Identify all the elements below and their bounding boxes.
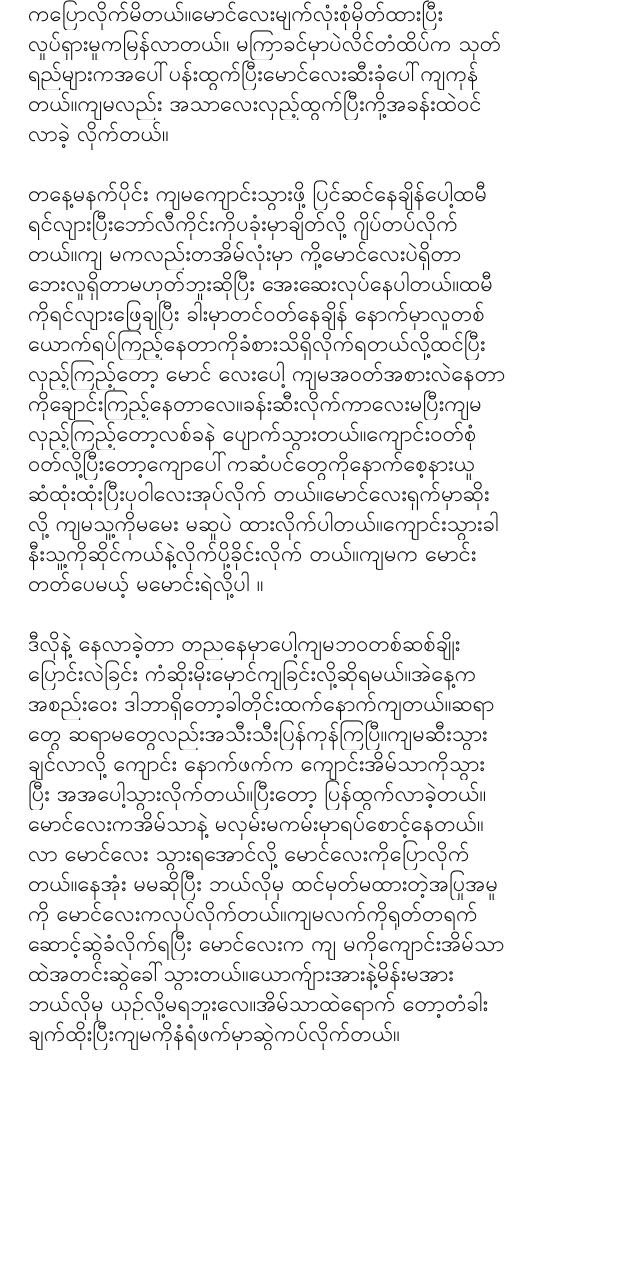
text-line: နီးသူ့ကိုဆိုင်ကယ်နဲ့လိုက်ပို့ခိုင်းလိုက် တယ်။ကျမက မောင်း xyxy=(28,542,477,567)
text-line: ထဲအတင်းဆွဲခေါ်သွားတယ်။ယောက်ျားအားနဲ့မိန်းမအား xyxy=(28,962,454,987)
paragraph-1 xyxy=(28,0,619,150)
paragraph-3 xyxy=(28,630,619,1050)
text-line: မောင်လေးကအိမ်သာနဲ့ မလှမ်းမကမ်းမှာရပ်စောင့်နေတယ်။ xyxy=(28,812,484,837)
text-line: လာခဲ့ လိုက်တယ်။ xyxy=(28,122,169,147)
paragraph-gap xyxy=(28,600,619,630)
text-line: လို့ ကျမသူ့ကိုမမေး မဆူပဲ ထားလိုက်ပါတယ်။ကျောင်းသွားခါ xyxy=(28,512,499,537)
text-line: အစည်းဝေး ဒါဘာရှိတော့ခါတိုင်းထက်နောက်ကျတယ်။ဆရာ xyxy=(28,692,495,717)
text-line: တယ်။ကျမလည်း အသာလေးလှည့်ထွက်ပြီးကို့အခန်းထဲဝင် xyxy=(28,92,482,117)
text-line: ရင်လျားပြီးဘော်လီကိုင်းကိုပခုံးမှာချိတ်လို့ ဂျိပ်တပ်လိုက် xyxy=(28,212,458,237)
text-line: ကို မောင်လေးကလုပ်လိုက်တယ်။ကျမလက်ကိုရုတ်တရက် xyxy=(28,902,478,927)
text-line: ပြောင်းလဲခြင်း ကံဆိုးမိုးမှောင်ကျခြင်းလို့ဆိုရမယ်။အဲနေ့က xyxy=(28,662,477,687)
text-line: ယောက်ရပ်ကြည့်နေတာကိုခံစားသိရှိလိုက်ရတယ်လို့ထင်ပြီး xyxy=(28,332,486,357)
text-line: လာ မောင်လေး သွားရအောင်လို့ မောင်လေးကိုပြောလိုက် xyxy=(28,842,470,867)
text-line: ဘယ်လိုမှ ယှဉ်လို့မရဘူးလေ။အိမ်သာထဲရောက် တော့တံခါး xyxy=(28,992,489,1017)
text-line: လှည့်ကြည့်တော့လစ်ခနဲ ပျောက်သွားတယ်။ကျောင်းဝတ်စုံ xyxy=(28,422,477,447)
paragraph-2 xyxy=(28,180,619,600)
text-line: ပြီး အအပေါ့သွားလိုက်တယ်။ပြီးတော့ ပြန်ထွက်လာခဲ့တယ်။ xyxy=(28,782,487,807)
text-line: တယ်။ကျ မကလည်းတအိမ်လုံးမှာ ကို့မောင်လေးပဲရှိတာ xyxy=(28,242,462,267)
text-line: လှုပ်ရှားမှုကမြန်လာတယ်။ မကြာခင်မှာပဲလိင်တံထိပ်က သုတ် xyxy=(28,32,502,57)
text-line: လှည့်ကြည့်တော့ မောင် လေးပေါ့ ကျမအဝတ်အစားလဲနေတာ xyxy=(28,362,506,387)
text-line: ဘေးလူရှိတာမဟုတ်ဘူးဆိုပြီး အေးဆေးလုပ်နေပါတယ်။ထမီ xyxy=(28,272,493,297)
text-line: ကိုချောင်းကြည့်နေတာလေ။ခန်းဆီးလိုက်ကာလေးမပြီးကျမ xyxy=(28,392,482,417)
text-line: ချင်လာလို့ ကျောင်း နောက်ဖက်က ကျောင်းအိမ်သာကိုသွား xyxy=(28,752,485,777)
text-line: တတ်ပေမယ့် မမောင်းရဲလို့ပါ ။ xyxy=(28,572,264,597)
text-line: ဝတ်လို့ပြီးတော့ကျောပေါ်ကဆံပင်တွေကိုနောက်စေ့နားယူ xyxy=(28,452,476,477)
paragraph-gap xyxy=(28,150,619,180)
text-line: တွေ ဆရာမတွေလည်းအသီးသီးပြန်ကုန်ကြပြီ။ကျမဆီးသွား xyxy=(28,722,488,747)
text-line: တနေ့မနက်ပိုင်း ကျမကျောင်းသွားဖို့ ပြင်ဆင်နေချိန်ပေါ့ထမီ xyxy=(28,182,488,207)
text-line: ရည်များကအပေါ်ပန်းထွက်ပြီးမောင်လေးဆီးခုံပေါ်ကျကုန် xyxy=(28,62,479,87)
text-line: ချက်ထိုးပြီးကျမကိုနံရံဖက်မှာဆွဲကပ်လိုက်တယ်။ xyxy=(28,1022,400,1047)
text-line: ဆံထုံးထုံးပြီးပုဝါလေးအုပ်လိုက် တယ်။မောင်လေးရှက်မှာဆိုး xyxy=(28,482,490,507)
text-line: ဆောင့်ဆွဲခံလိုက်ရပြီး မောင်လေးက ကျ မကိုကျောင်းအိမ်သာ xyxy=(28,932,505,957)
text-line: ကိုရင်လျားဖြေချပြီး ခါးမှာတင်ဝတ်နေချိန် နောက်မှာလူတစ် xyxy=(28,302,485,327)
text-line: တယ်။နေအုံး မမဆိုပြီး ဘယ်လိုမှ ထင်မှတ်မထားတဲ့အပြုအမူ xyxy=(28,872,499,897)
text-line: ကပြောလိုက်မိတယ်။မောင်လေးမျက်လုံးစုံမှိတ်ထားပြီး xyxy=(28,2,444,27)
text-line: ဒီလိုနဲ့ နေလာခဲ့တာ တညနေမှာပေါ့ကျမဘဝတစ်ဆစ်ချိုး xyxy=(28,632,461,657)
